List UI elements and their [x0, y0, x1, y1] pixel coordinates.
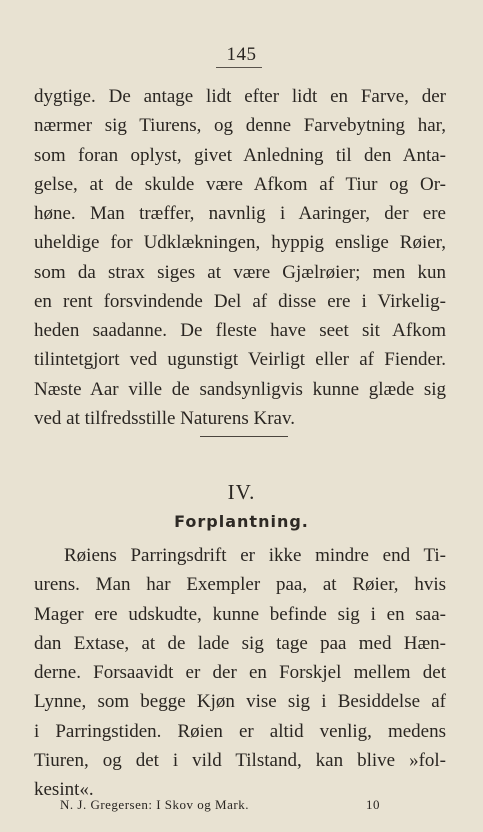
paragraph-1-line: en rent forsvindende Del af disse ere i Virkelig- [34, 290, 446, 312]
paragraph-1-line: nærmer sig Tiurens, og denne Farvebytning har, [34, 115, 446, 137]
paragraph-2 [34, 541, 446, 804]
paragraph-1-line: dygtige. De antage lidt efter lidt en Farve, der [34, 86, 446, 107]
paragraph-2-line: dan Extase, at de lade sig tage paa med Hæn- [34, 632, 446, 654]
section-divider [200, 436, 288, 437]
paragraph-1-line: høne. Man træffer, navnlig i Aaringer, der ere [34, 203, 446, 224]
page-number-underline [216, 67, 262, 68]
paragraph-1 [34, 82, 446, 433]
section-number: IV. [227, 480, 256, 504]
paragraph-1-line: heden saadanne. De fleste have seet sit Afkom [34, 320, 446, 341]
paragraph-1-line: gelse, at de skulde være Afkom af Tiur og Or- [34, 173, 446, 195]
paragraph-1-line: Næste Aar ville de sandsynligvis kunne glæde sig [34, 378, 446, 400]
paragraph-2-line: kesint«. [34, 779, 94, 800]
paragraph-1-line: ved at tilfredsstille Naturens Krav. [34, 407, 295, 429]
paragraph-1-line: uheldige for Udklækningen, hyppig enslige Røier, [34, 232, 446, 254]
paragraph-1-line: som da strax siges at være Gjælrøier; men kun [34, 261, 446, 283]
paragraph-2-line: i Parringstiden. Røien er altid venlig, medens [34, 720, 446, 742]
paragraph-1-line: tilintetgjort ved ugunstigt Veirligt eller af Fiender. [34, 349, 446, 371]
footer-sheet-number: 10 [366, 797, 380, 812]
page-number: 145 [226, 44, 257, 65]
section-title: Forplantning. [174, 512, 309, 531]
paragraph-2-line: Lynne, som begge Kjøn vise sig i Besiddelse af [34, 691, 446, 713]
paragraph-1-line: som foran oplyst, givet Anledning til den Anta- [34, 144, 446, 166]
paragraph-2-line: urens. Man har Exempler paa, at Røier, hvis [34, 574, 446, 596]
paragraph-2-line: derne. Forsaavidt er der en Forskjel mellem det [34, 662, 446, 683]
paragraph-2-line: Mager ere udskudte, kunne befinde sig i en saa- [34, 603, 446, 625]
paragraph-2-line: Røiens Parringsdrift er ikke mindre end Ti- [64, 545, 446, 566]
paragraph-2-line: Tiuren, og det i vild Tilstand, kan blive »fol- [34, 749, 446, 771]
footer-signature: N. J. Gregersen: I Skov og Mark. [60, 797, 249, 812]
